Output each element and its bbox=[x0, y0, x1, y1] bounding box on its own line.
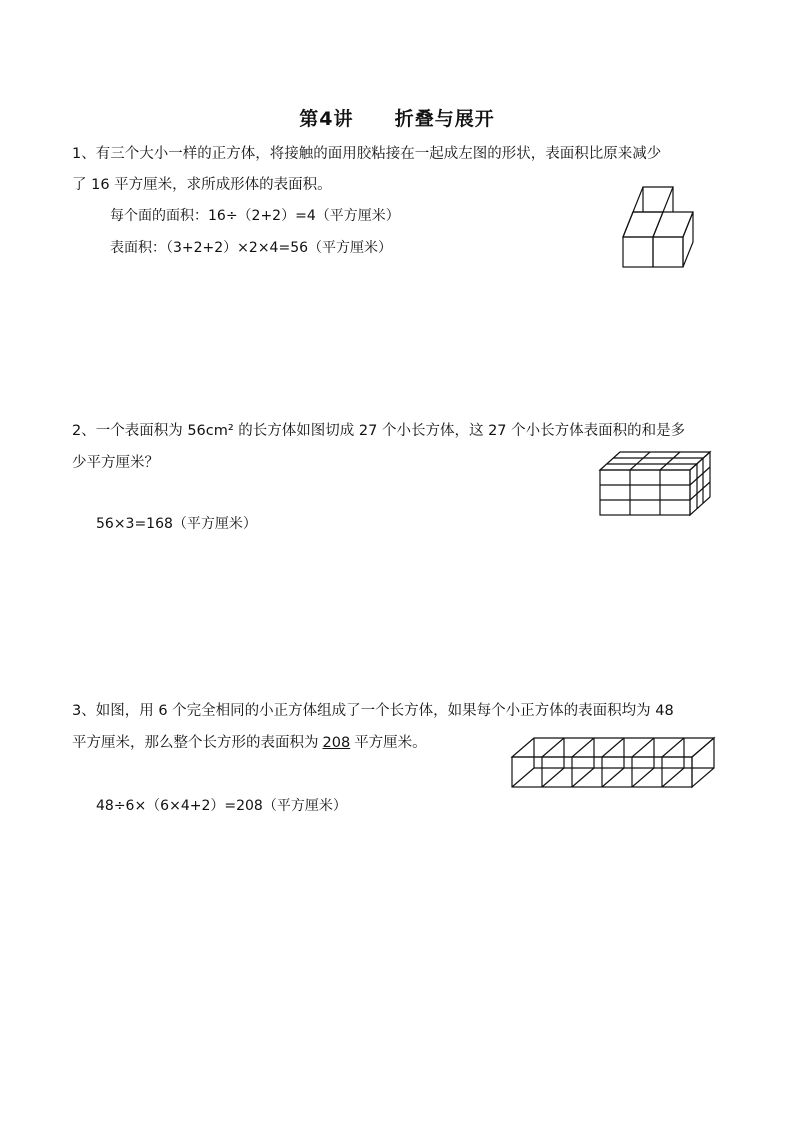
question-1-solution-1: 每个面的面积：16÷（2+2）=4（平方厘米） bbox=[110, 208, 400, 224]
question-1-line-1: 1、有三个大小一样的正方体，将接触的面用胶粘接在一起成左图的形状，表面积比原来减少 bbox=[72, 146, 662, 162]
question-2-solution-1: 56×3=168（平方厘米） bbox=[96, 516, 257, 532]
question-3-line-1: 3、如图，用 6 个完全相同的小正方体组成了一个长方体，如果每个小正方体的表面积均为 48 bbox=[72, 703, 674, 719]
question-2-line-1: 2、一个表面积为 56cm² 的长方体如图切成 27 个小长方体，这 27 个小长方体表面积的和是多 bbox=[72, 423, 686, 439]
lecture-topic: 折叠与展开 bbox=[394, 108, 495, 130]
lecture-number: 第4讲 bbox=[299, 108, 354, 130]
question-3-solution-1: 48÷6×（6×4+2）=208（平方厘米） bbox=[96, 798, 347, 814]
question-1-solution-2: 表面积：（3+2+2）×2×4=56（平方厘米） bbox=[110, 240, 393, 256]
question-1-line-2: 了 16 平方厘米，求所成形体的表面积。 bbox=[72, 177, 332, 193]
question-3-text-after-blank: 平方厘米。 bbox=[354, 735, 427, 751]
answer-blank: 208 bbox=[322, 735, 351, 751]
question-2-line-2: 少平方厘米？ bbox=[72, 455, 159, 471]
question-3-text-before-blank: 平方厘米，那么整个长方形的表面积为 bbox=[72, 735, 319, 751]
